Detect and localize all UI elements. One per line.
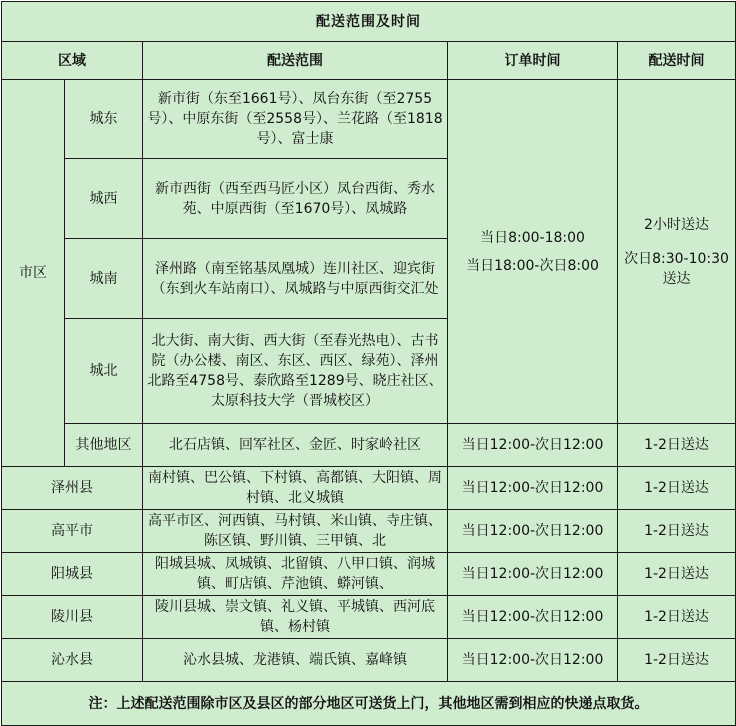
subarea-name: 城西 — [65, 159, 143, 239]
order-time: 当日12:00-次日12:00 — [448, 639, 618, 682]
county-range: 沁水县城、龙港镇、端氏镇、嘉峰镇 — [143, 639, 448, 682]
subarea-name: 城北 — [65, 319, 143, 424]
city-delivery-time-2: 次日8:30-10:30送达 — [624, 250, 729, 287]
subarea-range: 北大街、南大街、西大街（至春光热电）、古书院（办公楼、南区、东区、西区、绿苑）、泽州北路至4758号、泰欣路至1289号、晓庄社区、太原科技大学（晋城校区） — [143, 319, 448, 424]
county-name: 沁水县 — [2, 639, 143, 682]
delivery-time: 1-2日送达 — [618, 510, 736, 553]
subarea-range: 泽州路（南至铭基凤凰城）连川社区、迎宾街（东到火车站南口）、凤城路与中原西街交汇处 — [143, 239, 448, 319]
table-row — [2, 467, 736, 510]
delivery-schedule-table — [1, 1, 736, 726]
county-name: 陵川县 — [2, 596, 143, 639]
county-name: 泽州县 — [2, 467, 143, 510]
table-row — [2, 424, 736, 467]
county-range: 南村镇、巴公镇、下村镇、高都镇、大阳镇、周村镇、北义城镇 — [143, 467, 448, 510]
county-range: 陵川县城、崇文镇、礼义镇、平城镇、西河底镇、杨村镇 — [143, 596, 448, 639]
city-order-time — [448, 80, 618, 424]
city-delivery-time — [618, 80, 736, 424]
header-region: 区域 — [2, 42, 143, 80]
title-row — [2, 2, 736, 42]
delivery-time: 1-2日送达 — [618, 553, 736, 596]
subarea-range: 北石店镇、回军社区、金匠、时家岭社区 — [143, 424, 448, 467]
county-name: 高平市 — [2, 510, 143, 553]
subarea-name: 城南 — [65, 239, 143, 319]
table-row — [2, 80, 736, 159]
header-range: 配送范围 — [143, 42, 448, 80]
footnote: 注：上述配送范围除市区及县区的部分地区可送货上门，其他地区需到相应的快递点取货。 — [2, 682, 736, 726]
county-name: 阳城县 — [2, 553, 143, 596]
city-order-time-2: 当日18:00-次日8:00 — [466, 257, 599, 274]
city-delivery-time-1: 2小时送达 — [644, 216, 709, 233]
header-row — [2, 42, 736, 80]
table-row — [2, 553, 736, 596]
subarea-range: 新市西街（西至西马匠小区）凤台西街、秀水苑、中原西街（至1670号）、凤城路 — [143, 159, 448, 239]
header-delivery-time: 配送时间 — [618, 42, 736, 80]
table-row — [2, 596, 736, 639]
delivery-time: 1-2日送达 — [618, 424, 736, 467]
note-row — [2, 682, 736, 726]
order-time: 当日12:00-次日12:00 — [448, 510, 618, 553]
county-range: 阳城县城、凤城镇、北留镇、八甲口镇、润城镇、町店镇、芹池镇、蟒河镇、 — [143, 553, 448, 596]
subarea-name: 城东 — [65, 80, 143, 159]
subarea-name: 其他地区 — [65, 424, 143, 467]
table-row — [2, 639, 736, 682]
order-time: 当日12:00-次日12:00 — [448, 467, 618, 510]
subarea-range: 新市街（东至1661号）、凤台东街（至2755号）、中原东街（至2558号）、兰花路（至1818号）、富士康 — [143, 80, 448, 159]
order-time: 当日12:00-次日12:00 — [448, 424, 618, 467]
table-row — [2, 510, 736, 553]
table-title: 配送范围及时间 — [2, 2, 736, 42]
delivery-time: 1-2日送达 — [618, 639, 736, 682]
order-time: 当日12:00-次日12:00 — [448, 553, 618, 596]
order-time: 当日12:00-次日12:00 — [448, 596, 618, 639]
delivery-time: 1-2日送达 — [618, 596, 736, 639]
header-order-time: 订单时间 — [448, 42, 618, 80]
county-range: 高平市区、河西镇、马村镇、米山镇、寺庄镇、陈区镇、野川镇、三甲镇、北 — [143, 510, 448, 553]
city-order-time-1: 当日8:00-18:00 — [480, 229, 585, 246]
city-region-name: 市区 — [2, 80, 65, 467]
delivery-time: 1-2日送达 — [618, 467, 736, 510]
